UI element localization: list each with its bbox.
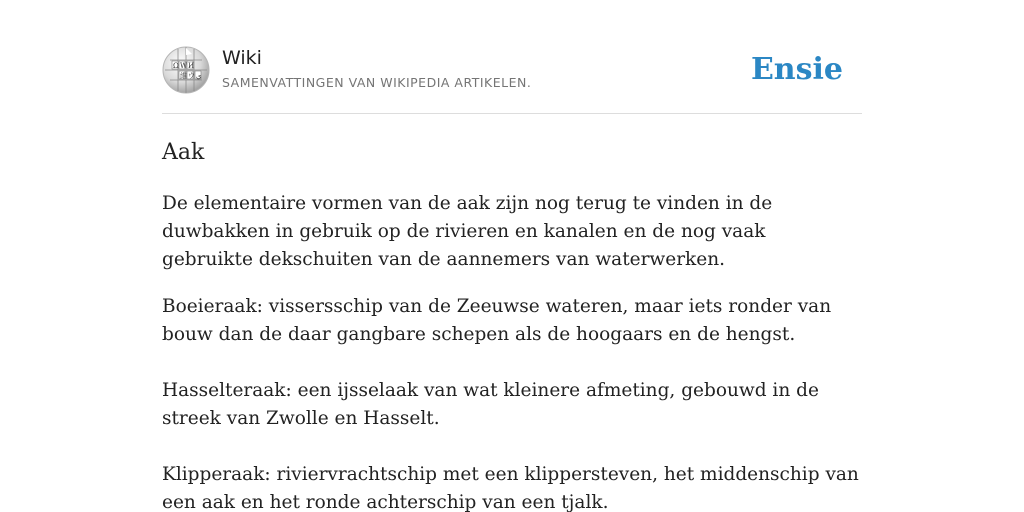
paragraph-spacer: [162, 433, 862, 461]
svg-text:ウ: ウ: [188, 72, 195, 80]
type-entry-klipperaak: Klipperaak: riviervrachtschip met een klippersteven, het middenschip van een aak en het ronde achterschip van een tjalk.: [162, 464, 859, 512]
paragraph-spacer: [162, 349, 862, 377]
article-title: Aak: [162, 140, 205, 165]
svg-text:維: 維: [180, 72, 187, 80]
wikipedia-globe-icon[interactable]: [162, 46, 210, 94]
article-types: [162, 293, 862, 512]
type-entry-boeieraak: Boeieraak: vissersschip van de Zeeuwse wateren, maar iets ronder van bouw dan de daar gangbare schepen als de hoogaars en de hengst.: [162, 296, 832, 345]
brand-logo-text[interactable]: Ensie: [750, 52, 843, 87]
article-intro: De elementaire vormen van de aak zijn nog terug te vinden in de duwbakken in gebruik op de rivieren en kanalen en de nog vaak gebruikte dekschuiten van de aannemers van waterwerken.: [162, 193, 773, 270]
site-title[interactable]: Wiki: [222, 47, 262, 69]
site-subtitle: SAMENVATTINGEN VAN WIKIPEDIA ARTIKELEN.: [222, 75, 532, 90]
type-entry-hasselteraak: Hasselteraak: een ijsselaak van wat kleinere afmeting, gebouwd in de streek van Zwolle en Hasselt.: [162, 380, 819, 429]
svg-text:И: И: [188, 62, 195, 70]
svg-text:W: W: [180, 62, 188, 70]
page: [162, 0, 862, 512]
svg-text:ي: ي: [196, 72, 202, 80]
site-header: [162, 46, 862, 114]
svg-text:Ω: Ω: [173, 62, 179, 70]
